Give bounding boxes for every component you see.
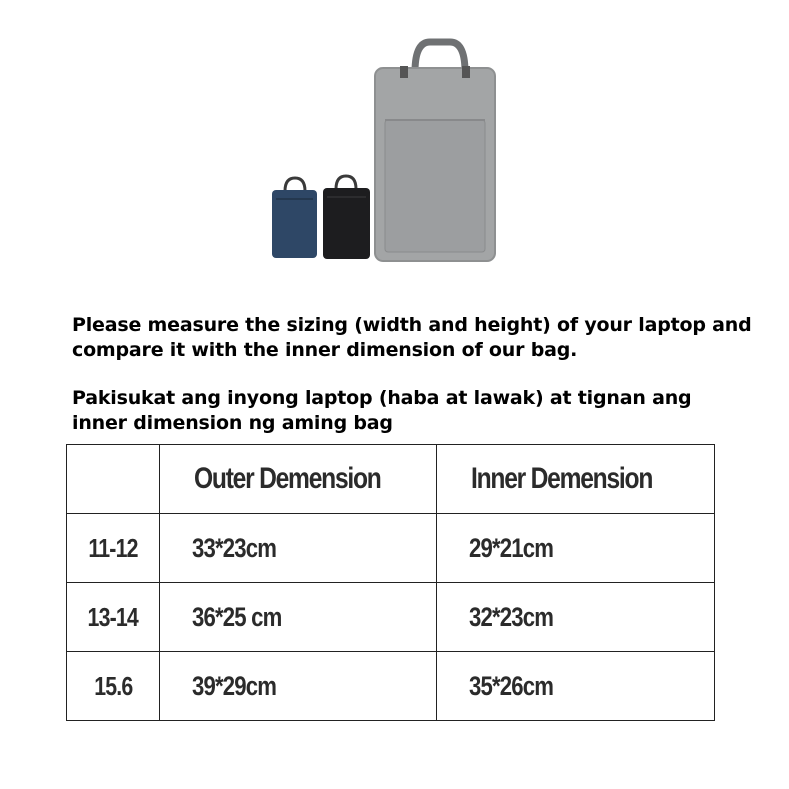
size-cell: 15.6: [67, 652, 160, 721]
product-image: [260, 28, 510, 268]
table-row: [67, 652, 715, 721]
outer-dimension-cell: 36*25 cm: [160, 583, 437, 652]
inner-dimension-cell: 32*23cm: [437, 583, 715, 652]
gray-bag: [375, 42, 495, 261]
inner-dimension-cell: 29*21cm: [437, 514, 715, 583]
instruction-english: Please measure the sizing (width and height) of your laptop and compare it with the inner dimension of our bag.: [72, 314, 752, 361]
size-table: [66, 444, 715, 721]
inner-dimension-cell: 35*26cm: [437, 652, 715, 721]
header-outer-dimension: Outer Demension: [160, 445, 437, 514]
outer-dimension-cell: 39*29cm: [160, 652, 437, 721]
table-row: [67, 514, 715, 583]
size-cell: 11-12: [67, 514, 160, 583]
header-empty-cell: [67, 445, 160, 514]
header-inner-dimension: Inner Demension: [437, 445, 715, 514]
instruction-tagalog: Pakisukat ang inyong laptop (haba at lawak) at tignan ang inner dimension ng aming bag: [72, 387, 692, 434]
navy-bag: [272, 178, 317, 258]
table-row: [67, 583, 715, 652]
size-cell: 13-14: [67, 583, 160, 652]
laptop-bag-icon: [260, 28, 510, 268]
table-header-row: [67, 445, 715, 514]
black-bag: [323, 176, 370, 259]
outer-dimension-cell: 33*23cm: [160, 514, 437, 583]
